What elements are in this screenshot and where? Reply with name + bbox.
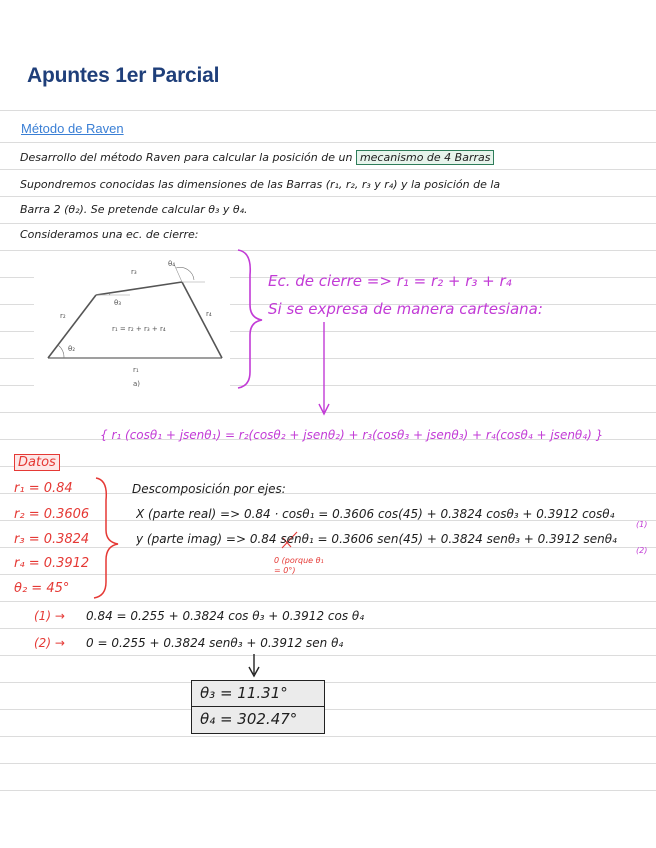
eq1-tag: (1) → [34,609,65,623]
datos-theta2: θ₂ = 45° [14,581,70,596]
result-divider [192,706,324,707]
intro-line-1-text: Desarrollo del método Raven para calcular la posición de un [20,151,353,164]
closure-line-1: Ec. de cierre => r₁ = r₂ + r₃ + r₄ [268,272,512,290]
label-r3: r₃ [131,268,137,276]
closure-line-2: Si se expresa de manera cartesiana: [268,300,543,318]
datos-r1: r₁ = 0.84 [14,481,73,496]
theta1-note: 0 (porque θ₁ = 0°) [274,556,324,575]
datos-r2: r₂ = 0.3606 [14,507,90,522]
decomposition-heading: Descomposición por ejes: [132,482,286,496]
label-theta3: θ₃ [114,299,122,307]
figure-equation: r₁ = r₂ + r₃ + r₄ [112,325,166,333]
page-title: Apuntes 1er Parcial [27,64,220,87]
figure-caption: a) [133,380,141,388]
intro-line-2: Supondremos conocidas las dimensiones de las Barras (r₁, r₂, r₃ y r₄) y la posición de la [20,178,501,191]
result-theta3: θ₃ = 11.31° [200,684,288,702]
datos-r3: r₃ = 0.3824 [14,532,90,547]
tag-2: (2) [636,546,648,555]
result-theta4: θ₄ = 302.47° [200,710,298,728]
label-r4: r₄ [206,310,212,318]
section-link[interactable]: Método de Raven [21,121,124,136]
datos-r4: r₄ = 0.3912 [14,556,90,571]
label-r2: r₂ [60,312,66,320]
decomposition-y: y (parte imag) => 0.84 senθ₁ = 0.3606 sen(45) + 0.3824 senθ₃ + 0.3912 senθ₄ [136,532,617,546]
eq1: 0.84 = 0.255 + 0.3824 cos θ₃ + 0.3912 cos θ₄ [86,609,365,623]
eq2: 0 = 0.255 + 0.3824 senθ₃ + 0.3912 sen θ₄ [86,636,344,650]
intro-line-3: Barra 2 (θ₂). Se pretende calcular θ₃ y θ₄. [20,203,248,216]
label-theta2: θ₂ [68,345,76,353]
datos-label [14,455,60,470]
mechanism-highlight: mecanismo de 4 Barras [356,150,495,165]
datos-badge: Datos [14,454,60,471]
decomposition-x: X (parte real) => 0.84 · cosθ₁ = 0.3606 cos(45) + 0.3824 cosθ₃ + 0.3912 cosθ₄ [136,507,615,521]
result-box [191,680,325,734]
label-theta4: θ₄ [168,260,176,268]
label-r1: r₁ [133,366,139,374]
eq2-tag: (2) → [34,636,65,650]
cartesian-equation: { r₁ (cosθ₁ + jsenθ₁) = r₂(cosθ₂ + jsenθ₂) + r₃(cosθ₃ + jsenθ₃) + r₄(cosθ₄ + jsenθ₄) } [100,428,604,442]
tag-1: (1) [636,520,648,529]
intro-line-4: Consideramos una ec. de cierre: [20,228,199,241]
